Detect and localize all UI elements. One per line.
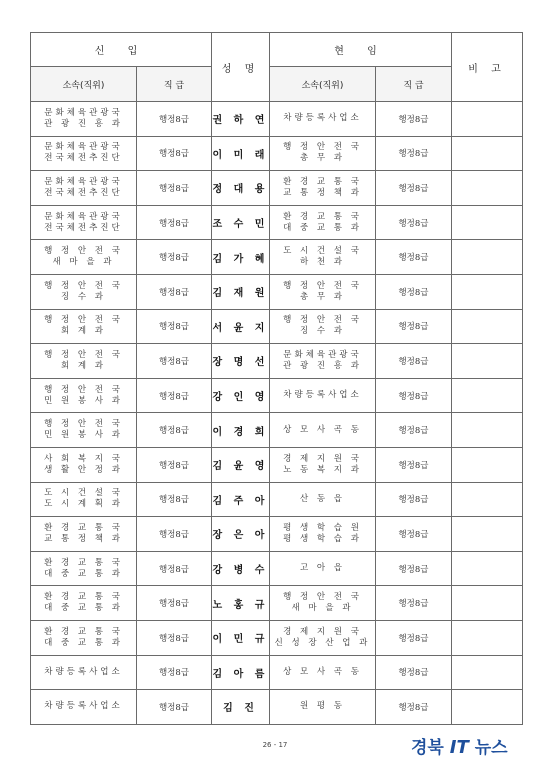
- table-row: [31, 620, 523, 655]
- new-dept-cell-line: 사 회 복 지 국: [44, 453, 123, 464]
- current-dept-cell-line: 행 정 안 전 국: [283, 315, 362, 326]
- header-note: 비 고: [452, 33, 523, 102]
- current-grade-cell: 행정8급: [376, 517, 452, 552]
- name-cell: 장 명 선: [212, 344, 270, 379]
- logo-text-right: 뉴스: [474, 738, 508, 758]
- note-cell: [452, 482, 523, 517]
- current-grade-cell: 행정8급: [376, 274, 452, 309]
- name-cell: 강 인 영: [212, 378, 270, 413]
- current-dept-cell: [270, 620, 376, 655]
- publisher-logo: [411, 733, 541, 761]
- current-dept-cell-line: 대 중 교 통 과: [283, 222, 362, 233]
- header-current-grade: 직 급: [376, 67, 452, 102]
- current-dept-cell: [270, 413, 376, 448]
- table-row: [31, 690, 523, 725]
- current-dept-cell-line: 관 광 진 흥 과: [283, 360, 362, 371]
- current-dept-cell-line: 도 시 건 설 국: [283, 246, 362, 257]
- note-cell: [452, 171, 523, 206]
- new-grade-cell: 행정8급: [137, 205, 212, 240]
- current-dept-cell: [270, 274, 376, 309]
- new-dept-cell-line: 환 경 교 통 국: [44, 592, 123, 603]
- current-dept-cell-line: 경 제 지 원 국: [283, 453, 362, 464]
- new-dept-cell-line: 행 정 안 전 국: [44, 384, 123, 395]
- new-dept-cell: [31, 274, 137, 309]
- new-grade-cell: 행정8급: [137, 309, 212, 344]
- current-grade-cell: 행정8급: [376, 102, 452, 137]
- name-cell: 김 재 원: [212, 274, 270, 309]
- new-dept-cell-line: 문화체육관광국: [44, 142, 123, 153]
- header-new-dept: 소속(직위): [31, 67, 137, 102]
- current-dept-cell-line: 징 수 과: [299, 326, 346, 337]
- new-dept-cell: [31, 102, 137, 137]
- table-row: [31, 551, 523, 586]
- current-dept-cell-line: 신 성 장 산 업 과: [274, 637, 371, 648]
- new-dept-cell: [31, 586, 137, 621]
- table-row: [31, 102, 523, 137]
- current-dept-cell-line: 행 정 안 전 국: [283, 280, 362, 291]
- note-cell: [452, 378, 523, 413]
- name-cell: 김 주 아: [212, 482, 270, 517]
- current-dept-cell-line: 원 평 동: [299, 701, 346, 712]
- note-cell: [452, 205, 523, 240]
- current-dept-cell-line: 노 동 복 지 과: [283, 464, 362, 475]
- table-row: [31, 655, 523, 690]
- table-row: [31, 240, 523, 275]
- new-dept-cell: [31, 551, 137, 586]
- new-dept-cell: [31, 240, 137, 275]
- new-dept-cell-line: 차량등록사업소: [44, 666, 123, 677]
- current-dept-cell: [270, 378, 376, 413]
- name-cell: 노 홍 규: [212, 586, 270, 621]
- current-grade-cell: 행정8급: [376, 482, 452, 517]
- new-dept-cell: [31, 447, 137, 482]
- new-dept-cell-line: 행 정 안 전 국: [44, 419, 123, 430]
- name-cell: 이 경 희: [212, 413, 270, 448]
- new-dept-cell-line: 대 중 교 통 과: [44, 603, 123, 614]
- new-grade-cell: 행정8급: [137, 413, 212, 448]
- current-dept-cell: [270, 205, 376, 240]
- note-cell: [452, 309, 523, 344]
- current-dept-cell-line: 상 모 사 곡 동: [283, 424, 362, 435]
- new-dept-cell: [31, 171, 137, 206]
- new-grade-cell: 행정8급: [137, 690, 212, 725]
- table-row: [31, 136, 523, 171]
- new-dept-cell-line: 환 경 교 통 국: [44, 626, 123, 637]
- note-cell: [452, 240, 523, 275]
- new-dept-cell-line: 환 경 교 통 국: [44, 522, 123, 533]
- new-dept-cell-line: 도 시 계 획 과: [44, 499, 123, 510]
- header-current-dept: 소속(직위): [270, 67, 376, 102]
- new-dept-cell-line: 대 중 교 통 과: [44, 637, 123, 648]
- table-row: [31, 586, 523, 621]
- name-cell: 장 은 아: [212, 517, 270, 552]
- current-grade-cell: 행정8급: [376, 551, 452, 586]
- table-row: [31, 413, 523, 448]
- note-cell: [452, 586, 523, 621]
- current-grade-cell: 행정8급: [376, 620, 452, 655]
- name-cell: 김 아 름: [212, 655, 270, 690]
- current-dept-cell-line: 평 생 학 습 과: [283, 533, 362, 544]
- current-dept-cell-line: 상 모 사 곡 동: [283, 666, 362, 677]
- current-grade-cell: 행정8급: [376, 413, 452, 448]
- new-dept-cell-line: 회 계 과: [60, 360, 107, 371]
- new-dept-cell-line: 징 수 과: [60, 291, 107, 302]
- table-row: [31, 482, 523, 517]
- new-dept-cell-line: 문화체육관광국: [44, 211, 123, 222]
- current-dept-cell: [270, 309, 376, 344]
- current-dept-cell: [270, 482, 376, 517]
- note-cell: [452, 102, 523, 137]
- header-row-1: [31, 33, 523, 67]
- note-cell: [452, 344, 523, 379]
- table-row: [31, 517, 523, 552]
- current-dept-cell-line: 총 무 과: [299, 153, 346, 164]
- new-grade-cell: 행정8급: [137, 620, 212, 655]
- header-current: 현 임: [270, 33, 452, 67]
- new-dept-cell: [31, 205, 137, 240]
- new-dept-cell-line: 관 광 진 흥 과: [44, 118, 123, 129]
- new-grade-cell: 행정8급: [137, 274, 212, 309]
- current-dept-cell: [270, 690, 376, 725]
- new-dept-cell-line: 문화체육관광국: [44, 176, 123, 187]
- page-number: 26 - 17: [262, 741, 288, 749]
- current-dept-cell: [270, 447, 376, 482]
- current-dept-cell-line: 환 경 교 통 국: [283, 176, 362, 187]
- current-grade-cell: 행정8급: [376, 690, 452, 725]
- new-dept-cell: [31, 517, 137, 552]
- table-row: [31, 309, 523, 344]
- note-cell: [452, 136, 523, 171]
- note-cell: [452, 517, 523, 552]
- new-dept-cell-line: 전국체전추진단: [44, 222, 123, 233]
- current-dept-cell-line: 새 마 을 과: [291, 603, 354, 614]
- new-dept-cell-line: 행 정 안 전 국: [44, 349, 123, 360]
- current-dept-cell-line: 고 아 읍: [299, 563, 346, 574]
- current-grade-cell: 행정8급: [376, 136, 452, 171]
- name-cell: 이 미 래: [212, 136, 270, 171]
- current-dept-cell-line: 교 통 정 책 과: [283, 187, 362, 198]
- new-grade-cell: 행정8급: [137, 447, 212, 482]
- current-dept-cell-line: 행 정 안 전 국: [283, 592, 362, 603]
- logo-text-it: IT: [449, 737, 469, 758]
- new-dept-cell-line: 행 정 안 전 국: [44, 315, 123, 326]
- new-dept-cell-line: 회 계 과: [60, 326, 107, 337]
- current-grade-cell: 행정8급: [376, 344, 452, 379]
- new-dept-cell-line: 환 경 교 통 국: [44, 557, 123, 568]
- new-grade-cell: 행정8급: [137, 586, 212, 621]
- new-grade-cell: 행정8급: [137, 136, 212, 171]
- new-dept-cell: [31, 378, 137, 413]
- new-grade-cell: 행정8급: [137, 378, 212, 413]
- note-cell: [452, 655, 523, 690]
- name-cell: 서 윤 지: [212, 309, 270, 344]
- current-dept-cell-line: 총 무 과: [299, 291, 346, 302]
- current-grade-cell: 행정8급: [376, 309, 452, 344]
- current-grade-cell: 행정8급: [376, 205, 452, 240]
- table-body: [31, 102, 523, 725]
- current-dept-cell-line: 차량등록사업소: [283, 390, 362, 401]
- current-grade-cell: 행정8급: [376, 171, 452, 206]
- current-dept-cell: [270, 102, 376, 137]
- name-cell: 조 수 민: [212, 205, 270, 240]
- new-dept-cell: [31, 620, 137, 655]
- new-grade-cell: 행정8급: [137, 655, 212, 690]
- note-cell: [452, 274, 523, 309]
- current-dept-cell-line: 행 정 안 전 국: [283, 142, 362, 153]
- new-grade-cell: 행정8급: [137, 171, 212, 206]
- note-cell: [452, 551, 523, 586]
- header-name: 성 명: [212, 33, 270, 102]
- current-grade-cell: 행정8급: [376, 655, 452, 690]
- new-grade-cell: 행정8급: [137, 517, 212, 552]
- current-grade-cell: 행정8급: [376, 447, 452, 482]
- current-dept-cell: [270, 344, 376, 379]
- name-cell: 김 진: [212, 690, 270, 725]
- new-grade-cell: 행정8급: [137, 344, 212, 379]
- table-row: [31, 447, 523, 482]
- current-dept-cell-line: 경 제 지 원 국: [283, 626, 362, 637]
- table-row: [31, 171, 523, 206]
- new-dept-cell-line: 전국체전추진단: [44, 153, 123, 164]
- new-dept-cell: [31, 482, 137, 517]
- current-dept-cell: [270, 136, 376, 171]
- new-dept-cell-line: 민 원 봉 사 과: [44, 430, 123, 441]
- new-dept-cell-line: 행 정 안 전 국: [44, 246, 123, 257]
- new-dept-cell: [31, 344, 137, 379]
- current-dept-cell-line: 하 천 과: [299, 257, 346, 268]
- new-dept-cell: [31, 655, 137, 690]
- current-dept-cell-line: 환 경 교 통 국: [283, 211, 362, 222]
- name-cell: 강 병 수: [212, 551, 270, 586]
- new-grade-cell: 행정8급: [137, 482, 212, 517]
- table-row: [31, 274, 523, 309]
- new-dept-cell-line: 생 활 안 정 과: [44, 464, 123, 475]
- note-cell: [452, 690, 523, 725]
- current-grade-cell: 행정8급: [376, 586, 452, 621]
- name-cell: 권 하 연: [212, 102, 270, 137]
- current-dept-cell: [270, 551, 376, 586]
- new-dept-cell-line: 교 통 정 책 과: [44, 533, 123, 544]
- current-dept-cell-line: 산 동 읍: [299, 493, 346, 504]
- current-dept-cell: [270, 517, 376, 552]
- note-cell: [452, 447, 523, 482]
- current-dept-cell-line: 평 생 학 습 원: [283, 522, 362, 533]
- new-grade-cell: 행정8급: [137, 240, 212, 275]
- current-dept-cell-line: 문화체육관광국: [283, 349, 362, 360]
- new-dept-cell-line: 새 마 을 과: [52, 257, 115, 268]
- name-cell: 이 민 규: [212, 620, 270, 655]
- header-new: 신 입: [31, 33, 212, 67]
- new-dept-cell-line: 전국체전추진단: [44, 187, 123, 198]
- current-dept-cell-line: 차량등록사업소: [283, 113, 362, 124]
- header-new-grade: 직 급: [137, 67, 212, 102]
- table-row: [31, 344, 523, 379]
- current-grade-cell: 행정8급: [376, 378, 452, 413]
- personnel-table: [30, 32, 523, 725]
- new-dept-cell: [31, 413, 137, 448]
- note-cell: [452, 413, 523, 448]
- new-dept-cell-line: 행 정 안 전 국: [44, 280, 123, 291]
- current-dept-cell: [270, 171, 376, 206]
- header-row-2: [31, 67, 523, 102]
- table-row: [31, 205, 523, 240]
- logo-text-left: 경북: [411, 738, 444, 758]
- name-cell: 김 가 혜: [212, 240, 270, 275]
- new-dept-cell-line: 문화체육관광국: [44, 107, 123, 118]
- current-grade-cell: 행정8급: [376, 240, 452, 275]
- new-grade-cell: 행정8급: [137, 102, 212, 137]
- new-dept-cell-line: 대 중 교 통 과: [44, 568, 123, 579]
- name-cell: 정 대 용: [212, 171, 270, 206]
- new-dept-cell: [31, 136, 137, 171]
- new-grade-cell: 행정8급: [137, 551, 212, 586]
- new-dept-cell: [31, 309, 137, 344]
- new-dept-cell-line: 차량등록사업소: [44, 701, 123, 712]
- current-dept-cell: [270, 240, 376, 275]
- current-dept-cell: [270, 655, 376, 690]
- new-dept-cell-line: 민 원 봉 사 과: [44, 395, 123, 406]
- name-cell: 김 윤 영: [212, 447, 270, 482]
- new-dept-cell-line: 도 시 건 설 국: [44, 488, 123, 499]
- current-dept-cell: [270, 586, 376, 621]
- table-row: [31, 378, 523, 413]
- note-cell: [452, 620, 523, 655]
- new-dept-cell: [31, 690, 137, 725]
